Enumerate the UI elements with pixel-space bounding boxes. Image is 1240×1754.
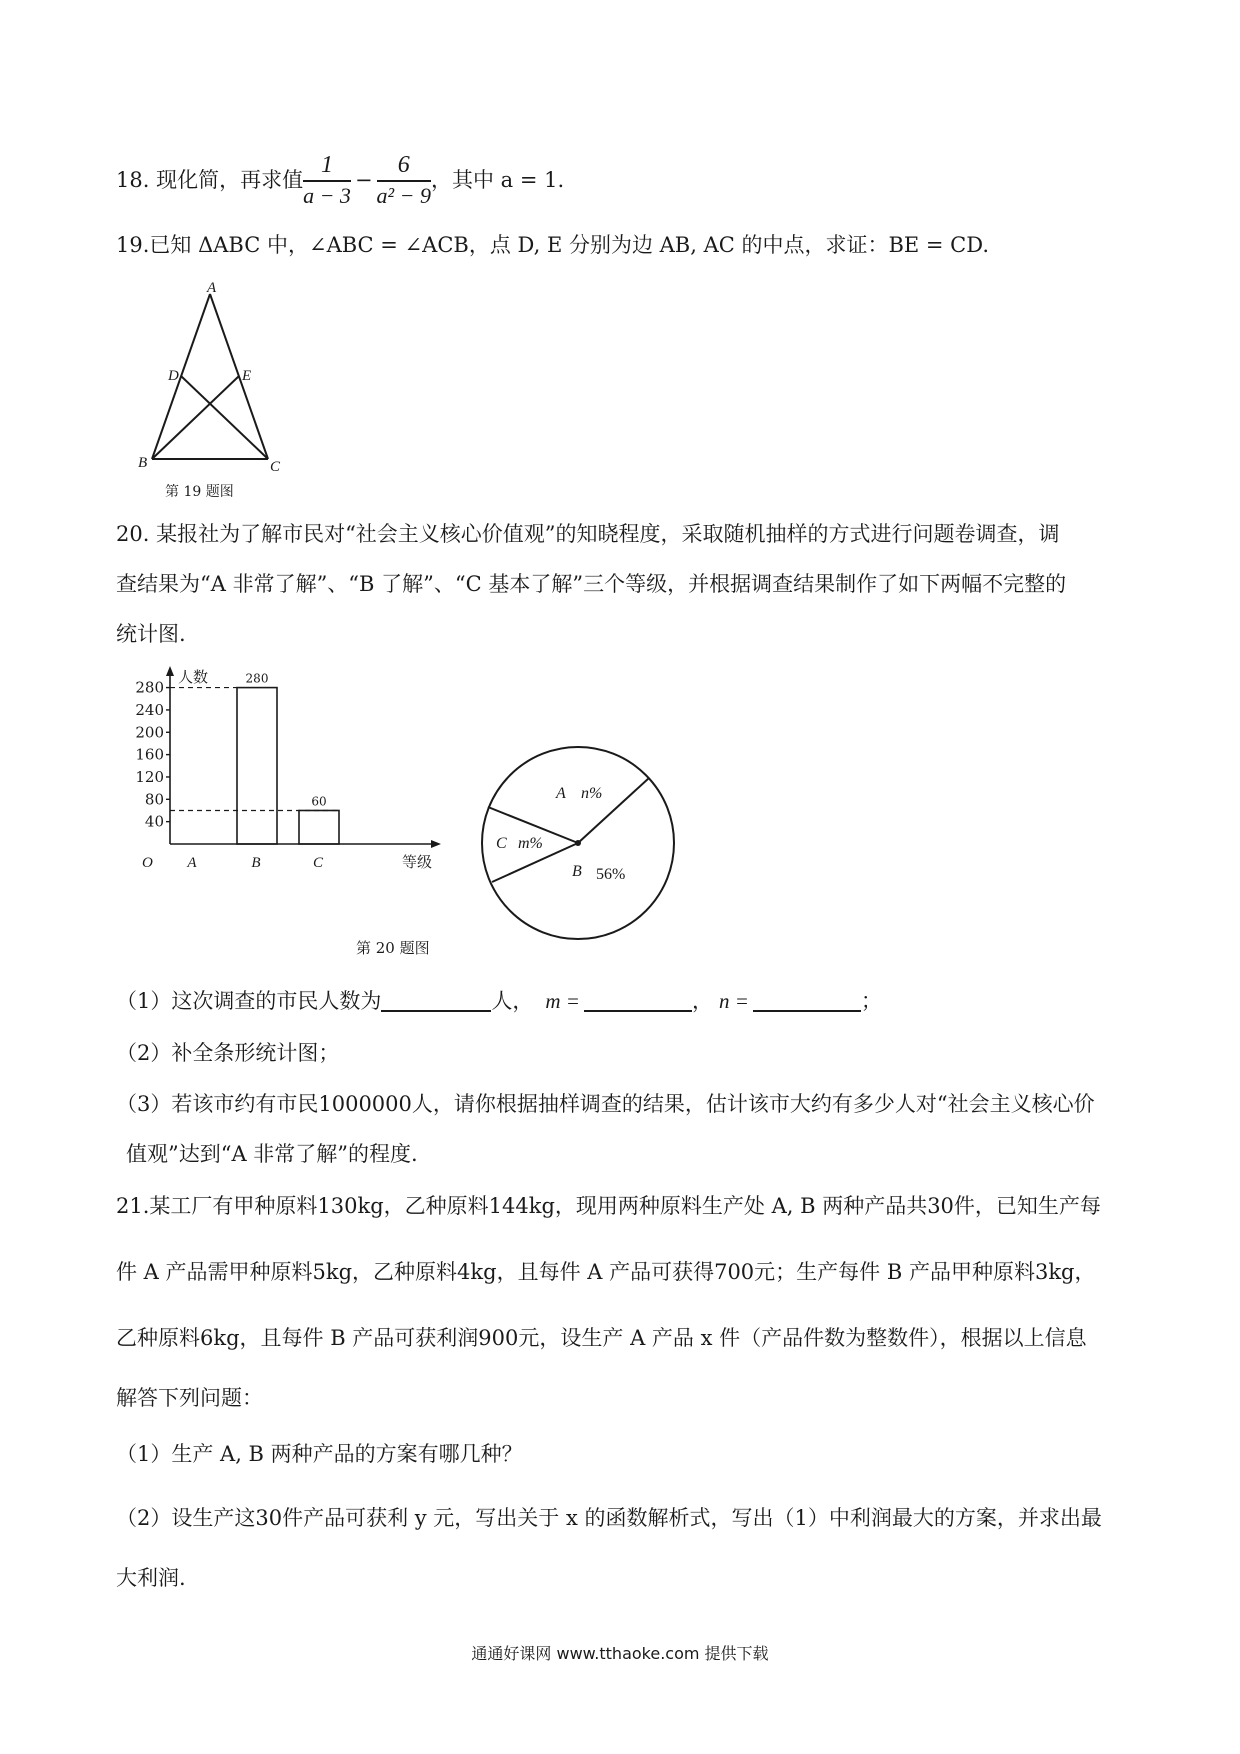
bar-chart-xlabel: 等级	[402, 853, 433, 871]
q19-segment-cd	[181, 376, 268, 459]
answer-blank-m[interactable]	[584, 990, 692, 1012]
bar-C	[299, 810, 339, 844]
q18-suffix: ，其中 a = 1.	[431, 167, 565, 192]
q18-frac1-denominator: a − 3	[303, 183, 351, 208]
y-tick-label-40: 40	[144, 812, 164, 831]
pie-label-c: C	[496, 835, 507, 852]
answer-blank-count[interactable]	[381, 990, 491, 1012]
q20-sub1-text-a: （1）这次调查的市民人数为	[116, 989, 382, 1013]
q18-minus: −	[354, 167, 373, 192]
q19-caption: 第 19 题图	[165, 484, 234, 500]
q20-sub-2: （2）补全条形统计图；	[116, 1041, 340, 1065]
bar-chart-y-arrow	[166, 666, 174, 676]
q20-sub1-end: ；	[860, 989, 882, 1013]
bar-chart-x-arrow	[431, 840, 441, 848]
pie-label-b: B	[572, 863, 582, 880]
q18-fraction-2	[377, 153, 431, 207]
y-tick-label-160: 160	[135, 745, 164, 764]
q19-label-b: B	[138, 455, 148, 471]
pie-value-b: 56%	[596, 866, 626, 883]
q21-line-4: 解答下列问题：	[116, 1386, 263, 1410]
q19-label-a: A	[207, 282, 217, 296]
x-tick-label-A: A	[187, 855, 197, 871]
bar-B	[237, 688, 277, 844]
q20-sub1-text-b: 人，	[491, 989, 534, 1013]
q18-frac2-denominator: a² − 9	[376, 183, 431, 208]
y-tick-label-280: 280	[135, 678, 164, 697]
data-label-B: 280	[245, 671, 269, 686]
y-tick-label-200: 200	[135, 723, 164, 742]
q19-triangle-figure	[130, 282, 300, 504]
x-tick-label-C: C	[312, 855, 324, 871]
q21-line-1: 21.某工厂有甲种原料130kg，乙种原料144kg，现用两种原料生产处 A, B 两种产品共30件，已知生产每	[116, 1194, 1101, 1218]
pie-label-a: A	[556, 785, 566, 802]
q18-frac1-numerator: 1	[303, 153, 351, 182]
q19-label-d: D	[168, 368, 179, 384]
q20-line-3: 统计图.	[116, 622, 186, 646]
y-tick-label-80: 80	[144, 790, 164, 809]
q21-sub-2-line-2: 大利润.	[116, 1566, 186, 1590]
pie-center-dot	[575, 840, 581, 846]
q19-text: 19.已知 ΔABC 中，∠ABC = ∠ACB，点 D, E 分别为边 AB, AC 的中点，求证：BE = CD.	[116, 233, 990, 257]
y-tick-label-120: 120	[135, 767, 164, 786]
x-tick-label-B: B	[251, 855, 261, 871]
bar-chart-origin-label: O	[142, 855, 153, 871]
q20-line-2: 查结果为“A 非常了解”、“B 了解”、“C 基本了解”三个等级，并根据调查结果制作了如下两幅不完整的	[116, 572, 1067, 596]
y-tick-label-240: 240	[135, 700, 164, 719]
answer-blank-n[interactable]	[753, 990, 861, 1012]
q20-sub1-sep: ，	[691, 989, 713, 1013]
q18-fraction-1	[303, 153, 351, 207]
pie-value-a: n%	[581, 785, 603, 802]
q20-sub1-m: m =	[545, 989, 580, 1013]
q21-sub-1: （1）生产 A, B 两种产品的方案有哪几种？	[116, 1442, 523, 1466]
q20-bar-chart	[130, 660, 470, 895]
q20-sub-3-line-2: 值观”达到“A 非常了解”的程度.	[126, 1142, 418, 1166]
pie-value-c: m%	[518, 835, 543, 852]
q20-caption: 第 20 题图	[356, 939, 430, 957]
q19-label-e: E	[242, 368, 252, 384]
q19-label-c: C	[270, 459, 281, 475]
q20-sub1-n: n =	[718, 989, 749, 1013]
q21-sub-2-line-1: （2）设生产这30件产品可获利 y 元，写出关于 x 的函数解析式，写出（1）中利润最大的方案，并求出最	[116, 1506, 1102, 1530]
q20-sub-1	[116, 990, 882, 1012]
bar-chart-ylabel: 人数	[178, 668, 209, 686]
q19-segment-be	[152, 376, 239, 459]
footer-source: 通通好课网 www.tthaoke.com 提供下载	[471, 1644, 769, 1663]
q20-sub-3-line-1: （3）若该市约有市民1000000人，请你根据抽样调查的结果，估计该市大约有多少人对“社会主义核心价	[116, 1092, 1095, 1116]
q21-line-3: 乙种原料6kg，且每件 B 产品可获利润900元，设生产 A 产品 x 件（产品件数为整数件），根据以上信息	[116, 1326, 1087, 1350]
q20-pie-chart	[478, 743, 678, 943]
q21-line-2: 件 A 产品需甲种原料5kg，乙种原料4kg，且每件 A 产品可获得700元；生产每件 B 产品甲种原料3kg，	[116, 1260, 1096, 1284]
data-label-C: 60	[311, 794, 327, 809]
q18-prefix: 18. 现化简，再求值	[116, 167, 304, 192]
q18	[116, 150, 564, 210]
q20-line-1: 20. 某报社为了解市民对“社会主义核心价值观”的知晓程度，采取随机抽样的方式进行问题卷调查，调	[116, 522, 1060, 546]
q18-frac2-numerator: 6	[377, 153, 431, 182]
